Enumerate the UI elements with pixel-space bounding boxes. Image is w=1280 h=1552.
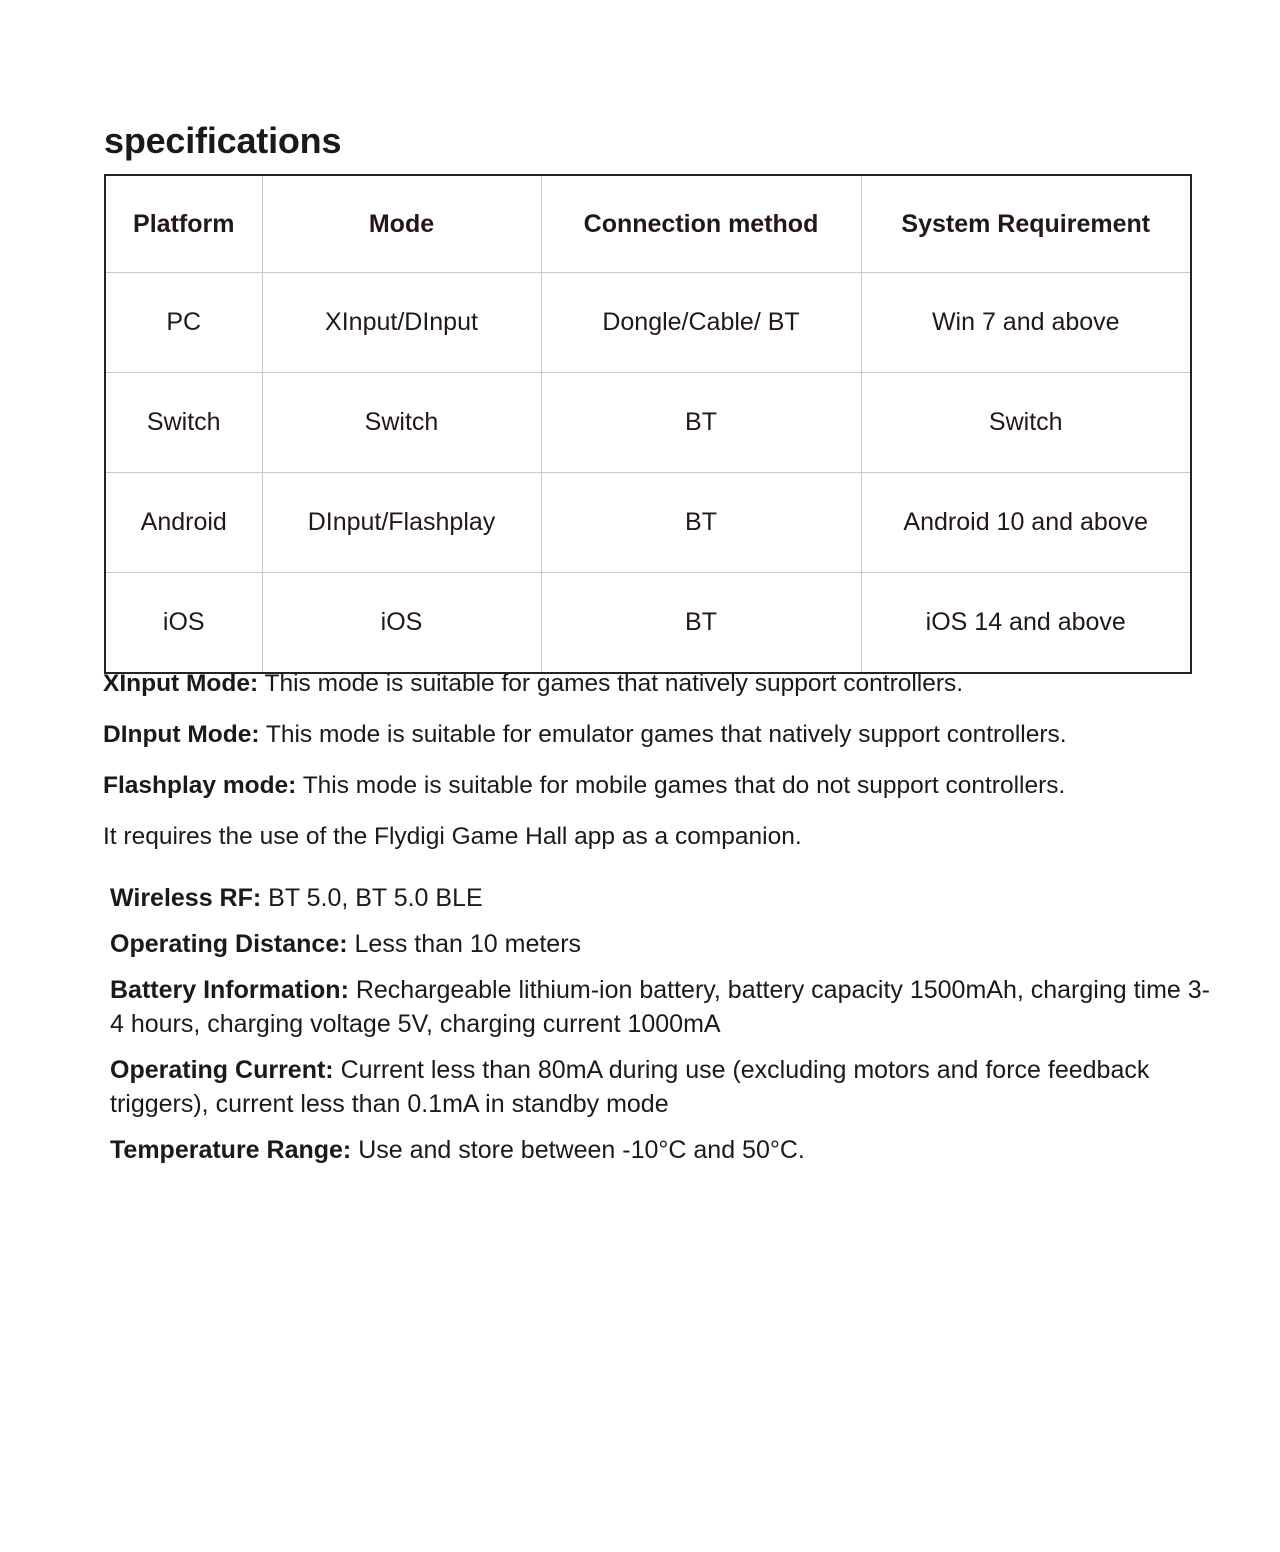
mode-notes-block [103, 670, 1213, 852]
note-text: This mode is suitable for mobile games that do not support controllers. [296, 771, 1066, 799]
table-row [105, 573, 1191, 674]
cell-requirement: Win 7 and above [861, 273, 1191, 373]
spec-battery-information [110, 973, 1210, 1041]
note-label: DInput Mode: [103, 720, 260, 748]
cell-connection: Dongle/Cable/ BT [541, 273, 861, 373]
cell-requirement: Android 10 and above [861, 473, 1191, 573]
spec-label: Wireless RF: [110, 884, 262, 912]
spec-value: Current less than 80mA during use (excluding motors and force feedback triggers), current less than 0.1mA in standby mode [110, 1056, 1150, 1118]
spec-label: Battery Information: [110, 976, 349, 1004]
note-text: This mode is suitable for emulator games that natively support controllers. [259, 720, 1067, 748]
hardware-specs-block [110, 881, 1210, 1167]
cell-mode: Switch [262, 373, 541, 473]
spec-label: Operating Current: [110, 1056, 334, 1084]
cell-platform: Android [105, 473, 262, 573]
specifications-table [104, 174, 1192, 674]
table-row [105, 273, 1191, 373]
table-header-row [105, 175, 1191, 273]
cell-platform: PC [105, 273, 262, 373]
spec-value: Use and store between -10°C and 50°C. [351, 1136, 805, 1164]
note-flashplay-companion [103, 823, 1213, 852]
note-text: It requires the use of the Flydigi Game Hall app as a companion. [103, 822, 802, 850]
cell-connection: BT [541, 373, 861, 473]
column-header-platform: Platform [105, 175, 262, 273]
cell-requirement: Switch [861, 373, 1191, 473]
cell-platform: Switch [105, 373, 262, 473]
cell-mode: iOS [262, 573, 541, 674]
cell-connection: BT [541, 573, 861, 674]
page-title: specifications [104, 120, 342, 162]
spec-label: Temperature Range: [110, 1136, 352, 1164]
spec-label: Operating Distance: [110, 930, 348, 958]
table-row [105, 473, 1191, 573]
spec-operating-distance [110, 927, 1210, 961]
column-header-connection: Connection method [541, 175, 861, 273]
column-header-mode: Mode [262, 175, 541, 273]
spec-operating-current [110, 1053, 1210, 1121]
note-flashplay-mode [103, 772, 1213, 801]
table-row [105, 373, 1191, 473]
cell-mode: DInput/Flashplay [262, 473, 541, 573]
note-label: Flashplay mode: [103, 771, 297, 799]
column-header-system: System Requirement [861, 175, 1191, 273]
spec-value: Rechargeable lithium-ion battery, battery capacity 1500mAh, charging time 3-4 hours, charging voltage 5V, charging current 1000mA [110, 976, 1210, 1038]
specifications-table-container [104, 174, 1190, 674]
cell-platform: iOS [105, 573, 262, 674]
cell-connection: BT [541, 473, 861, 573]
note-label: XInput Mode: [103, 670, 259, 697]
note-text: This mode is suitable for games that natively support controllers. [258, 670, 964, 697]
spec-temperature-range [110, 1133, 1210, 1167]
spec-wireless-rf [110, 881, 1210, 915]
spec-value: Less than 10 meters [347, 930, 582, 958]
spec-value: BT 5.0, BT 5.0 BLE [261, 884, 483, 912]
cell-mode: XInput/DInput [262, 273, 541, 373]
cell-requirement: iOS 14 and above [861, 573, 1191, 674]
note-xinput-mode [103, 670, 1213, 699]
note-dinput-mode [103, 721, 1213, 750]
